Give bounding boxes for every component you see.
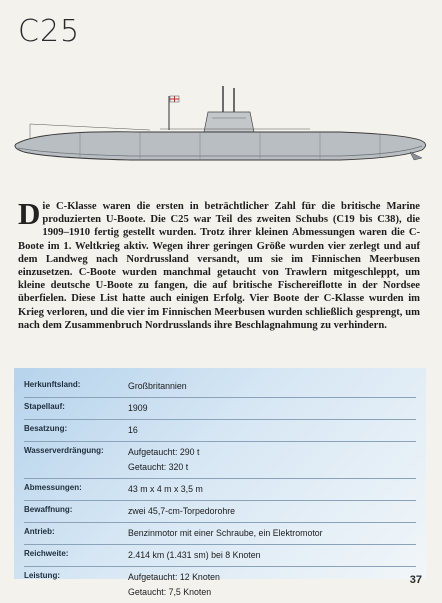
spec-label: Abmessungen: [24,479,128,501]
spec-label: Stapellauf: [24,398,128,420]
spec-value: 1909 [128,398,416,420]
spec-table [24,376,416,603]
spec-label: Antrieb: [24,523,128,545]
spec-value: zwei 45,7-cm-Torpedorohre [128,501,416,523]
table-row [24,567,416,603]
page-number: 37 [410,574,422,586]
table-row [24,442,416,479]
spec-value: Aufgetaucht: 290 t Getaucht: 320 t [128,442,416,479]
table-row [24,501,416,523]
article-text: ie C-Klasse waren die ersten in beträchtlicher Zahl für die britische Marine produzierten U-Boote. Die C25 war Teil des zweiten Schubs (C19 bis C38), die 1909–1910 fertig gestellt wurden. Trotz ihrer kleinen Abmessungen waren die C-Boote im 1. Weltkrieg aktiv. Wegen ihrer geringen Größe wurden vier zerlegt und auf dem Landweg nach Nordrussland versandt, um sie im Finnischen Meerbusen einzusetzen. C-Boote wurden manchmal getaucht von Trawlern mitgeschleppt, um kleine deutsche U-Boote zu fangen, die auf britische Fischereiflotte in der Nordsee überfielen. Diese List hatte auch einigen Erfolg. Vier Boote der C-Klasse wurden im Krieg verloren, und die vier im Finnischen Meerbusen wurden schließlich gesprengt, um nach dem Zusammenbruch Nordrusslands ihre Beschlagnahmung zu verhindern. [18,201,420,331]
spec-value: Benzinmotor mit einer Schraube, ein Elektromotor [128,523,416,545]
spec-label: Besatzung: [24,420,128,442]
table-row [24,420,416,442]
spec-value: Großbritannien [128,376,416,398]
table-row [24,376,416,398]
spec-label: Leistung: [24,567,128,603]
spec-value: 2.414 km (1.431 sm) bei 8 Knoten [128,545,416,567]
spec-label: Reichweite: [24,545,128,567]
spec-label: Herkunftsland: [24,376,128,398]
drop-cap: D [18,201,40,227]
table-row [24,523,416,545]
article-body [18,200,420,332]
table-row [24,398,416,420]
spec-label: Bewaffnung: [24,501,128,523]
table-row [24,545,416,567]
spec-value: 16 [128,420,416,442]
spec-panel [14,368,426,579]
spec-value: 43 m x 4 m x 3,5 m [128,479,416,501]
page-title: C25 [18,14,80,49]
spec-value: Aufgetaucht: 12 Knoten Getaucht: 7,5 Knoten [128,567,416,603]
table-row [24,479,416,501]
spec-label: Wasserverdrängung: [24,442,128,479]
submarine-illustration [10,82,432,194]
